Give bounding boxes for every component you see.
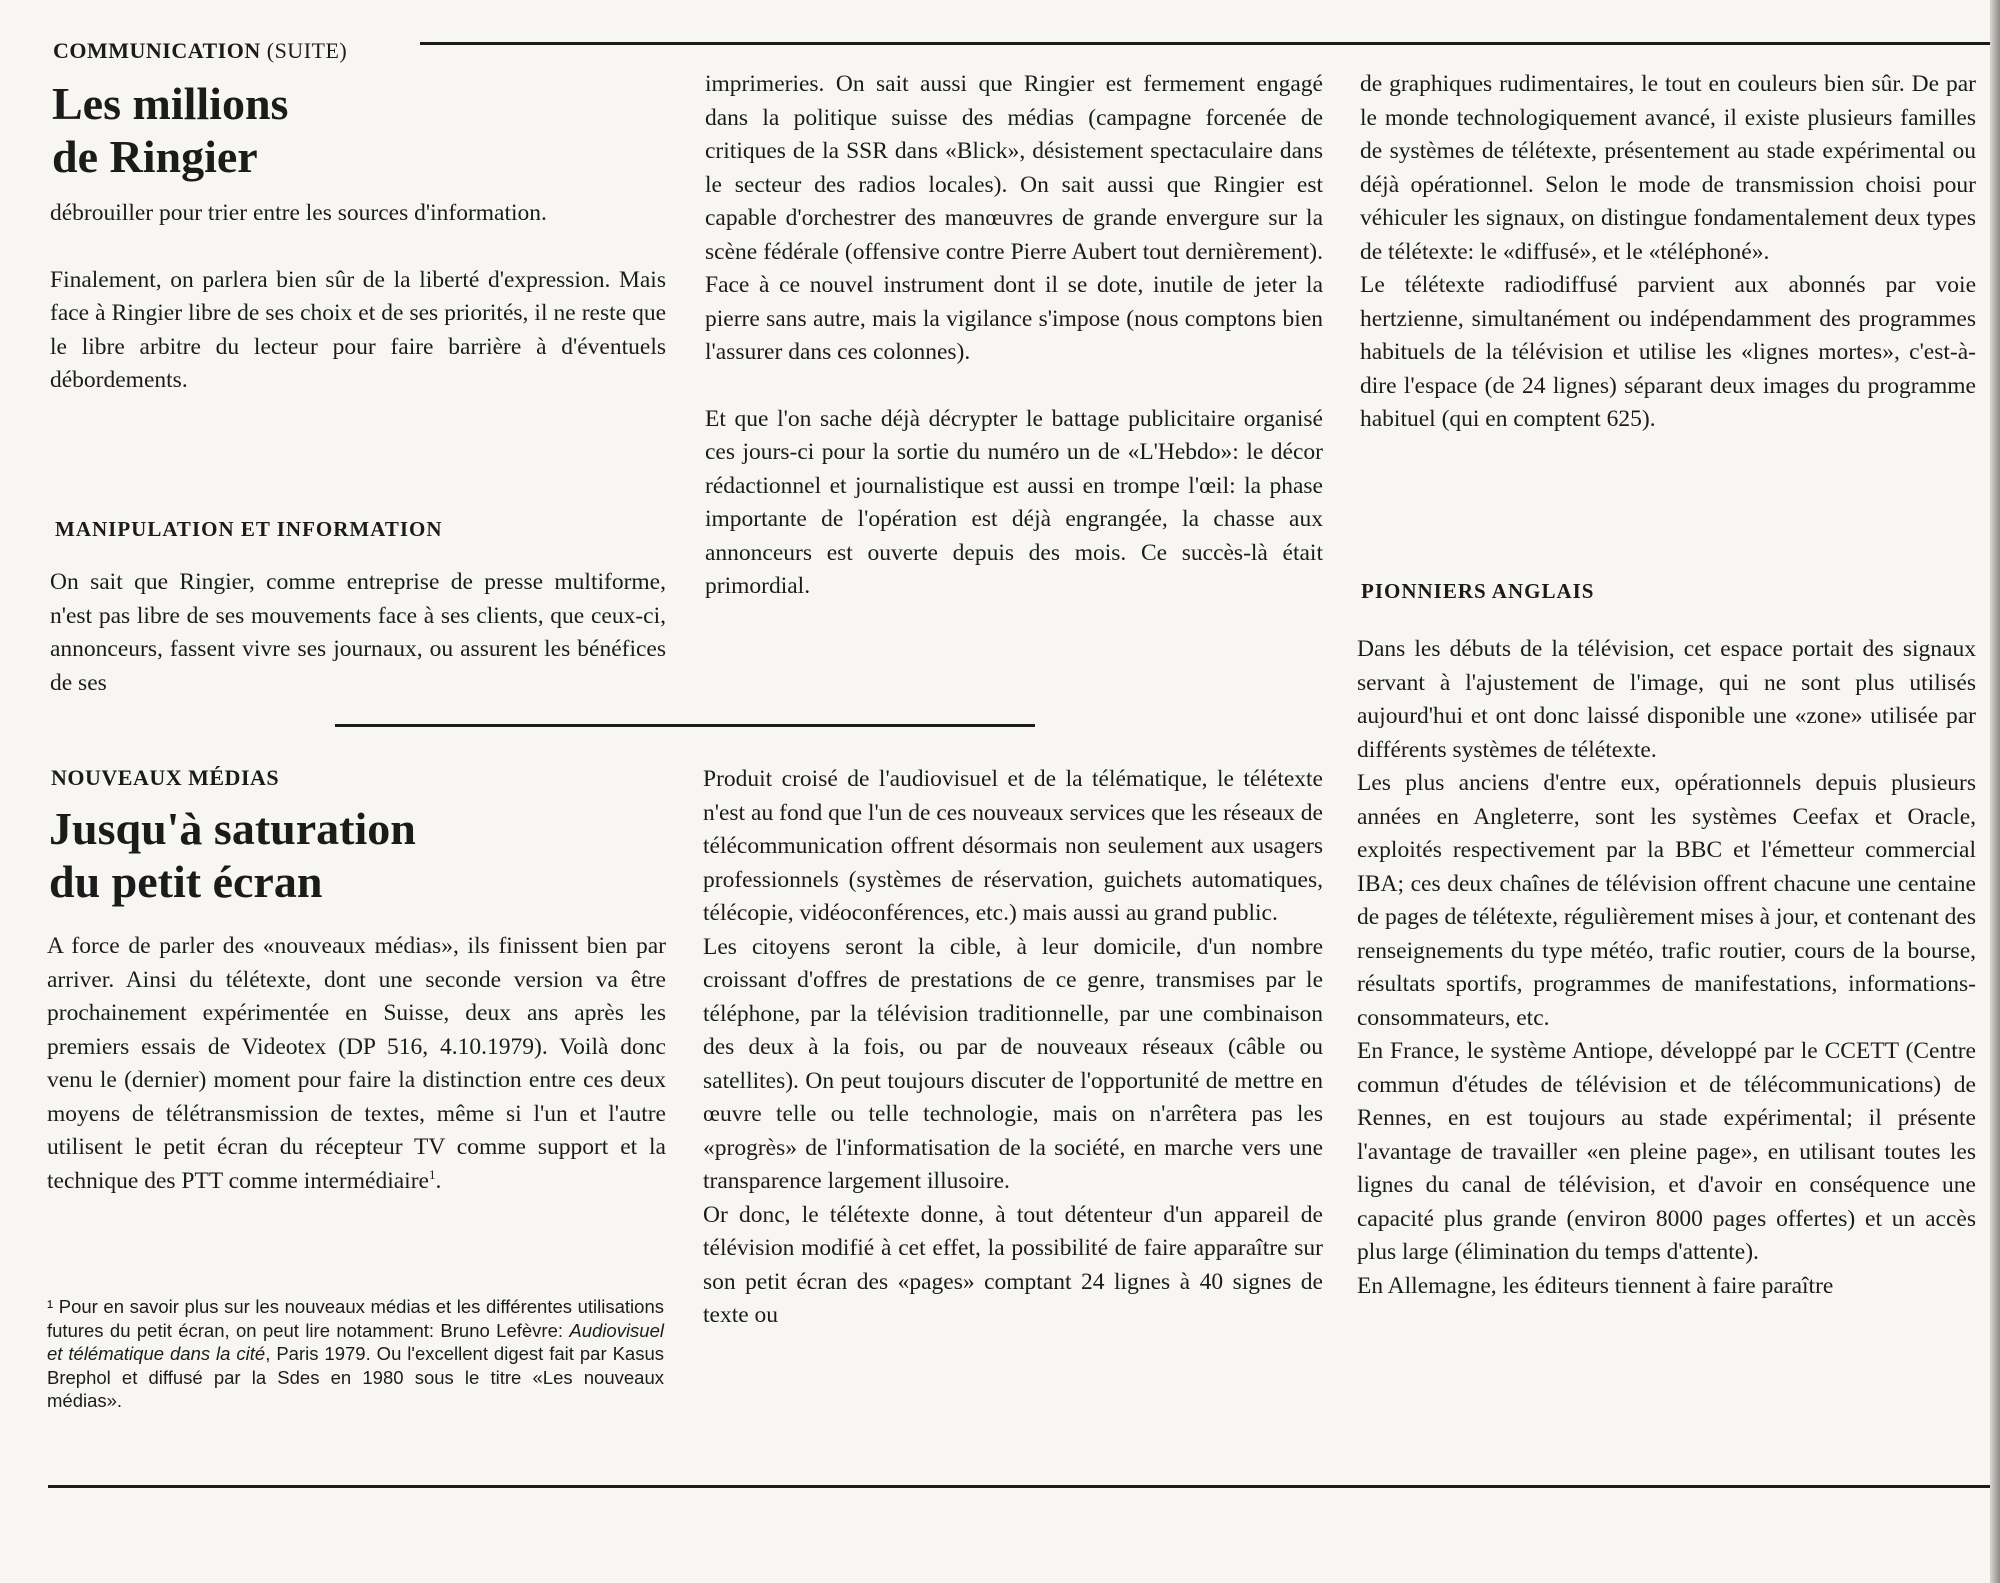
article2-col3-para2: Le télétexte radiodiffusé parvient aux abonnés par voie hertzienne, simultanément ou indépendamment des programmes habituels de la télévision et utilise les «lignes mortes», c'est-à-dire l'espace (de 24 lignes) séparant deux images du programme habituel (qui en comptent 625). bbox=[1360, 272, 1976, 432]
article2-col2-para2: Les citoyens seront la cible, à leur domicile, d'un nombre croissant d'offres de prestations de ce genre, transmises par le téléphone, par la télévision traditionnelle, par une combinaison des deux à la fois, ou par de nouveaux réseaux (câble ou satellites). On peut toujours discuter de l'opportunité de mettre en œuvre telle ou telle technologie, mais on n'arrêtera pas les «progrès» de l'informatisation de la société, en marche vers une transparence largement illusoire. bbox=[703, 933, 1323, 1194]
page-edge-shadow bbox=[1990, 0, 2000, 1583]
footnote-intro: ¹ Pour en savoir plus sur les nouveaux médias et les différentes utilisations futures du petit écran, on peut lire notamment: Bruno Lefèvre: bbox=[47, 1296, 664, 1341]
article2-title-line2: du petit écran bbox=[49, 856, 323, 907]
article1-kicker bbox=[53, 38, 347, 64]
article2-col1-para1: A force de parler des «nouveaux médias», ils finissent bien par arriver. Ainsi du télétexte, dont une seconde version va être prochainement expérimentée en Suisse, deux ans après les premiers essais de Videotex (DP 516, 4.10.1979). Voilà donc venu le (dernier) moment pour faire la distinction entre ces deux moyens de télétransmission de textes, même si l'un et l'autre utilisent le petit écran du récepteur TV comme support et la technique des PTT comme intermédiaire$^1$. bbox=[47, 933, 666, 1194]
article1-col1-para1: débrouiller pour trier entre les sources d'information. bbox=[50, 200, 547, 226]
article2-col3-para3: Dans les débuts de la télévision, cet espace portait des signaux servant à l'ajustement de l'image, qui ne sont plus utilisés aujourd'hui et ont donc laissé disponible une «zone» utilisée par différents systèmes de télétexte. bbox=[1357, 636, 1976, 763]
article1-col1-para3: On sait que Ringier, comme entreprise de presse multiforme, n'est pas libre de ses mouvements face à ses clients, que ceux-ci, annonceurs, fassent vivre ses journaux, ou assurent les bénéfices de ses bbox=[50, 569, 666, 696]
article2-col1-text: A force de parler des «nouveaux médias», ils finissent bien par arriver. Ainsi du télétexte, dont une seconde version va être prochainement expérimentée en Suisse, deux ans après les premiers essais de Videotex (DP 516, 4.10.1979). Voilà donc venu le (dernier) moment pour faire la distinction entre ces deux moyens de télétransmission de textes, même si l'un et l'autre utilisent le petit écran du récepteur TV comme support et la technique des PTT comme intermédiaire bbox=[47, 933, 666, 1194]
article2-column3-top bbox=[1360, 68, 1976, 437]
article1-col2-para2: Et que l'on sache déjà décrypter le battage publicitaire organisé ces jours-ci pour la sortie du numéro un de «L'Hebdo»: le décor rédactionnel et journalistique est aussi en trompe l'œil: la phase importante de l'opération est déjà engrangée, la chasse aux annonceurs est ouverte depuis des mois. Ce succès-là était primordial. bbox=[705, 405, 1323, 599]
article2-col3-para5: En France, le système Antiope, développé par le CCETT (Centre commun d'études de télévision et de télécommunications) de Rennes, en est toujours au stade expérimental; il présente l'avantage de travailler «en pleine page», en utilisant toutes les lignes du canal de télévision, et d'avoir en conséquence une capacité plus grande (environ 8000 pages offertes) et un accès plus large (élimination du temps d'attente). bbox=[1357, 1038, 1976, 1265]
article2-column2 bbox=[703, 763, 1323, 1333]
footnote-rest: , Paris 1979. Ou l'excellent digest fait par Kasus Brephol et diffusé par la Sdes en 1980 sous le titre «Les nouveaux médias». bbox=[47, 1343, 665, 1411]
article2-column1 bbox=[47, 930, 666, 1198]
article1-title-line1: Les millions bbox=[52, 78, 289, 129]
article2-col3-para4: Les plus anciens d'entre eux, opérationnels depuis plusieurs années en Angleterre, sont les systèmes Ceefax et Oracle, exploités respectivement par la BBC et l'émetteur commercial IBA; ces deux chaînes de télévision offrent chacune une centaine de pages de télétexte, régulièrement mises à jour, et contenant des renseignements du type météo, trafic routier, cours de la bourse, résultats sportifs, programmes de manifestations, informations-consommateurs, etc. bbox=[1357, 770, 1976, 1031]
article1-column1 bbox=[50, 197, 666, 398]
article2-kicker: NOUVEAUX MÉDIAS bbox=[51, 765, 280, 790]
article2-footnote bbox=[47, 1295, 664, 1413]
article2-col2-para1: Produit croisé de l'audiovisuel et de la télématique, le télétexte n'est au fond que l'un de ces nouveaux services que les réseaux de télécommunication offrent désormais non seulement aux usagers professionnels (systèmes de réservation, guichets automatiques, télécopie, vidéoconférences, etc.) mais aussi au grand public. bbox=[703, 766, 1323, 926]
bottom-rule bbox=[48, 1485, 1993, 1488]
article2-column3-bottom bbox=[1357, 633, 1976, 1303]
section-divider-rule bbox=[335, 724, 1035, 727]
article1-kicker-text: COMMUNICATION bbox=[53, 38, 261, 63]
article1-column1-after bbox=[50, 566, 666, 700]
footnote-book-title: Audiovisuel et télématique dans la cité bbox=[47, 1319, 664, 1364]
article2-col3-para6: En Allemagne, les éditeurs tiennent à faire paraître bbox=[1357, 1272, 1834, 1299]
article1-col1-para2: Finalement, on parlera bien sûr de la liberté d'expression. Mais face à Ringier libre de ses choix et de ses priorités, il ne reste que le libre arbitre du lecteur pour faire barrière à d'éventuels débordements. bbox=[50, 266, 666, 393]
footnote-text bbox=[47, 1295, 664, 1413]
article1-title-line2: de Ringier bbox=[52, 131, 258, 182]
article1-kicker-suite: (SUITE) bbox=[266, 38, 348, 63]
article1-subhead: MANIPULATION ET INFORMATION bbox=[55, 517, 443, 541]
article1-column2 bbox=[705, 68, 1323, 604]
article2-col3-para1: de graphiques rudimentaires, le tout en couleurs bien sûr. De par le monde technologiquement avancé, il existe plusieurs familles de systèmes de télétexte, présentement au stade expérimental ou déjà opérationnel. Selon le mode de transmission choisi pour véhiculer les signaux, on distingue fondamentalement deux types de télétexte: le «diffusé», et le «téléphoné». bbox=[1360, 71, 1976, 265]
article2-title-line1: Jusqu'à saturation bbox=[49, 803, 416, 854]
article2-title bbox=[49, 802, 416, 908]
article2-subhead: PIONNIERS ANGLAIS bbox=[1361, 579, 1595, 603]
top-rule bbox=[420, 42, 1995, 45]
article1-title bbox=[52, 77, 288, 183]
article1-col2-para1: imprimeries. On sait aussi que Ringier est fermement engagé dans la politique suisse des médias (campagne forcenée de critiques de la SSR dans «Blick», désistement spectaculaire dans le secteur des radios locales). On sait aussi que Ringier est capable d'orchestrer des manœuvres de grande envergure sur la scène fédérale (offensive contre Pierre Aubert tout dernièrement). Face à ce nouvel instrument dont il se dote, inutile de jeter la pierre sans autre, mais la vigilance s'impose (nous comptons bien l'assurer dans ces colonnes). bbox=[705, 71, 1323, 365]
footnote-reference: 1 bbox=[428, 1166, 436, 1182]
article2-col2-para3: Or donc, le télétexte donne, à tout détenteur d'un appareil de télévision modifié à cet effet, la possibilité de faire apparaître sur son petit écran des «pages» comptant 24 lignes à 40 signes de texte ou bbox=[703, 1201, 1323, 1328]
